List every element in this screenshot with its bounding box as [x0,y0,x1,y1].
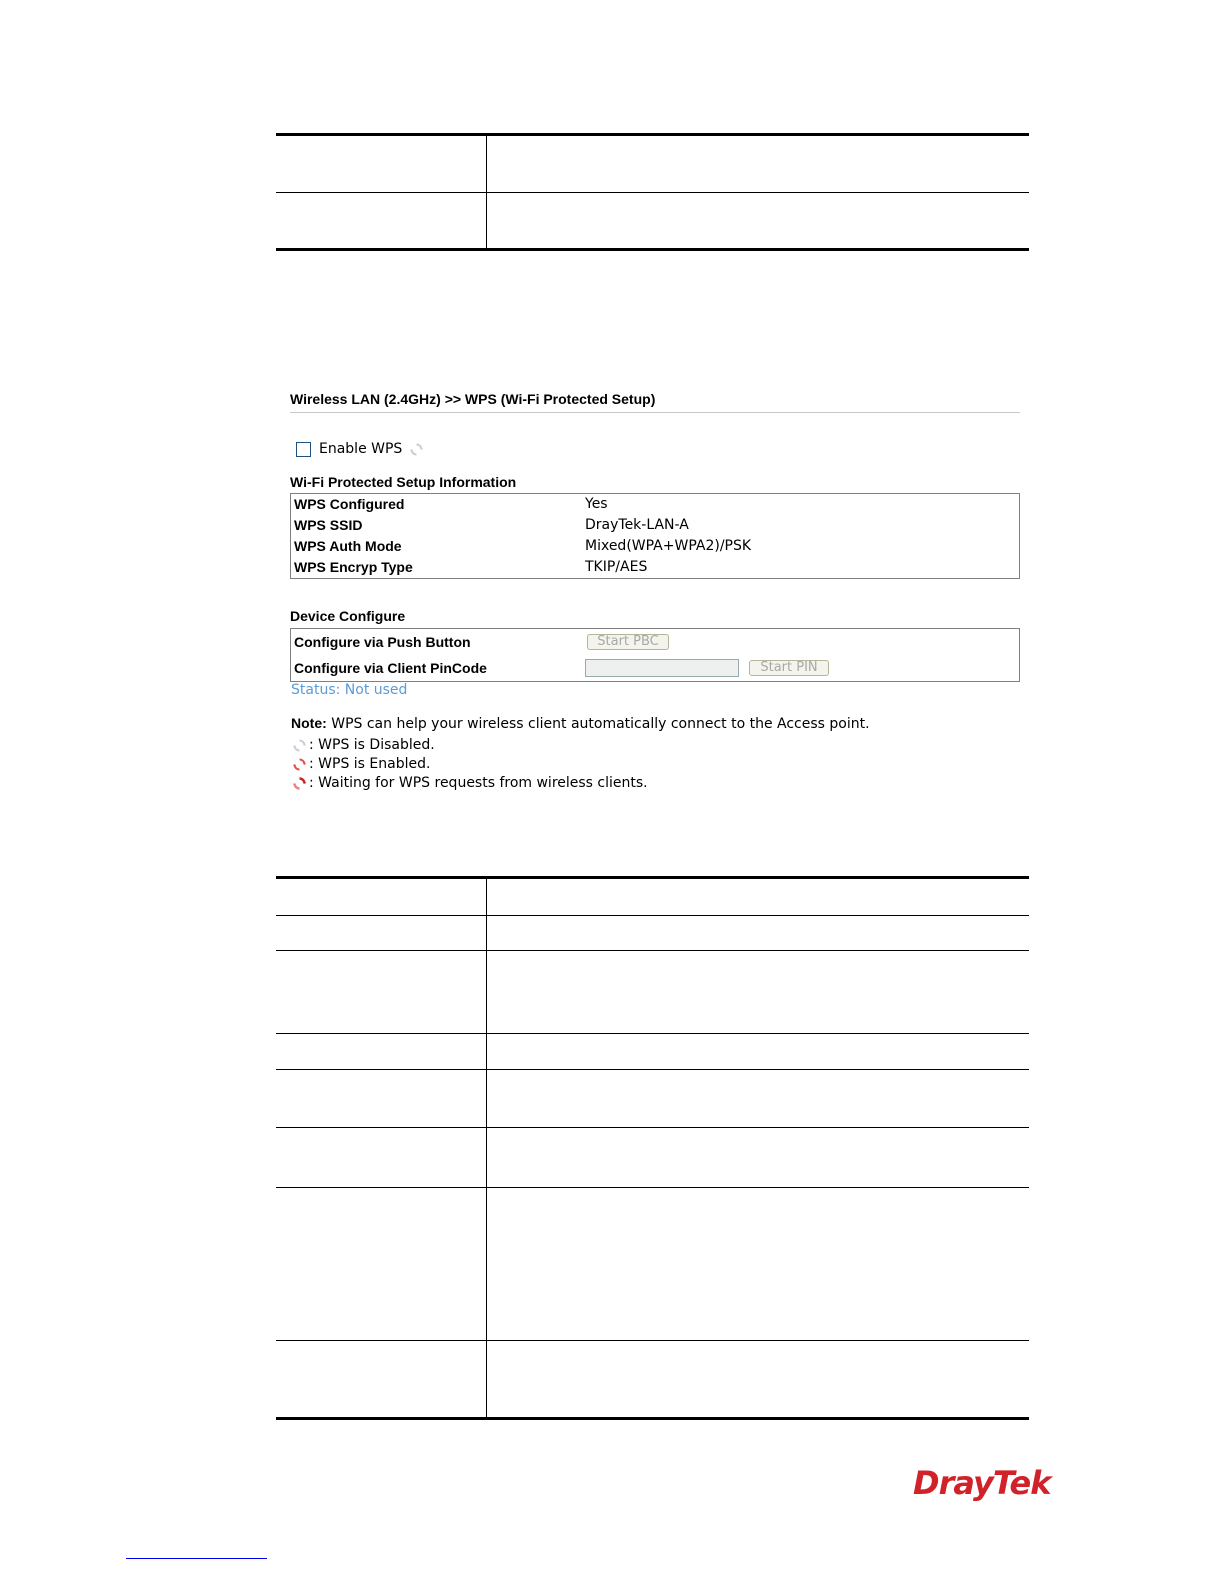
device-configure-box [290,628,1020,682]
device-configure-title: Device Configure [290,608,406,624]
info-row [291,536,1019,557]
legend-disabled [293,737,435,753]
legend-text: : WPS is Disabled. [309,737,435,753]
table-row [276,915,1029,950]
table-row [276,950,1029,1033]
footer-link-underline [126,1558,267,1559]
table-row [276,192,1029,248]
table-row [276,1187,1029,1340]
pincode-label: Configure via Client PinCode [294,660,487,676]
wps-info-box [290,493,1020,579]
push-button-row [291,629,1019,655]
info-value: TKIP/AES [585,559,648,575]
manual-table-bottom [276,876,1029,1420]
wps-waiting-icon [293,777,306,790]
info-row [291,557,1019,578]
info-row [291,515,1019,536]
pincode-row [291,655,1019,681]
info-value: Mixed(WPA+WPA2)/PSK [585,538,752,554]
info-row [291,494,1019,515]
enable-wps-checkbox[interactable] [296,442,311,457]
info-label: WPS Auth Mode [294,538,402,554]
note [291,715,870,732]
note-text: WPS can help your wireless client automatically connect to the Access point. [326,716,870,732]
page-title: Wireless LAN (2.4GHz) >> WPS (Wi-Fi Protected Setup) [290,388,1020,413]
enable-wps-row [296,441,423,457]
info-value: DrayTek-LAN-A [585,517,689,533]
legend-text: : Waiting for WPS requests from wireless clients. [309,775,648,791]
status-text: Status: Not used [291,682,408,698]
wps-settings-panel [290,388,1020,791]
info-label: WPS SSID [294,517,363,533]
pincode-input[interactable] [585,659,739,677]
manual-table-top [276,133,1029,251]
draytek-logo: DrayTek [913,1464,1051,1502]
wps-disabled-icon [293,739,306,752]
push-button-label: Configure via Push Button [294,634,471,650]
wps-enabled-icon [293,758,306,771]
wps-disabled-icon [410,443,423,456]
info-label: WPS Configured [294,496,405,512]
note-label: Note: [291,715,327,731]
start-pin-button[interactable]: Start PIN [749,660,829,676]
legend-enabled [293,756,430,772]
table-row [276,1340,1029,1417]
info-label: WPS Encryp Type [294,559,413,575]
table-row [276,1033,1029,1069]
table-row [276,1069,1029,1127]
info-value: Yes [585,496,608,512]
table-row [276,1127,1029,1187]
table-row [276,879,1029,915]
start-pbc-button[interactable]: Start PBC [587,634,669,650]
wps-info-title: Wi-Fi Protected Setup Information [290,474,517,490]
table-row [276,136,1029,192]
enable-wps-label: Enable WPS [319,441,403,457]
legend-waiting [293,775,648,791]
legend-text: : WPS is Enabled. [309,756,431,772]
